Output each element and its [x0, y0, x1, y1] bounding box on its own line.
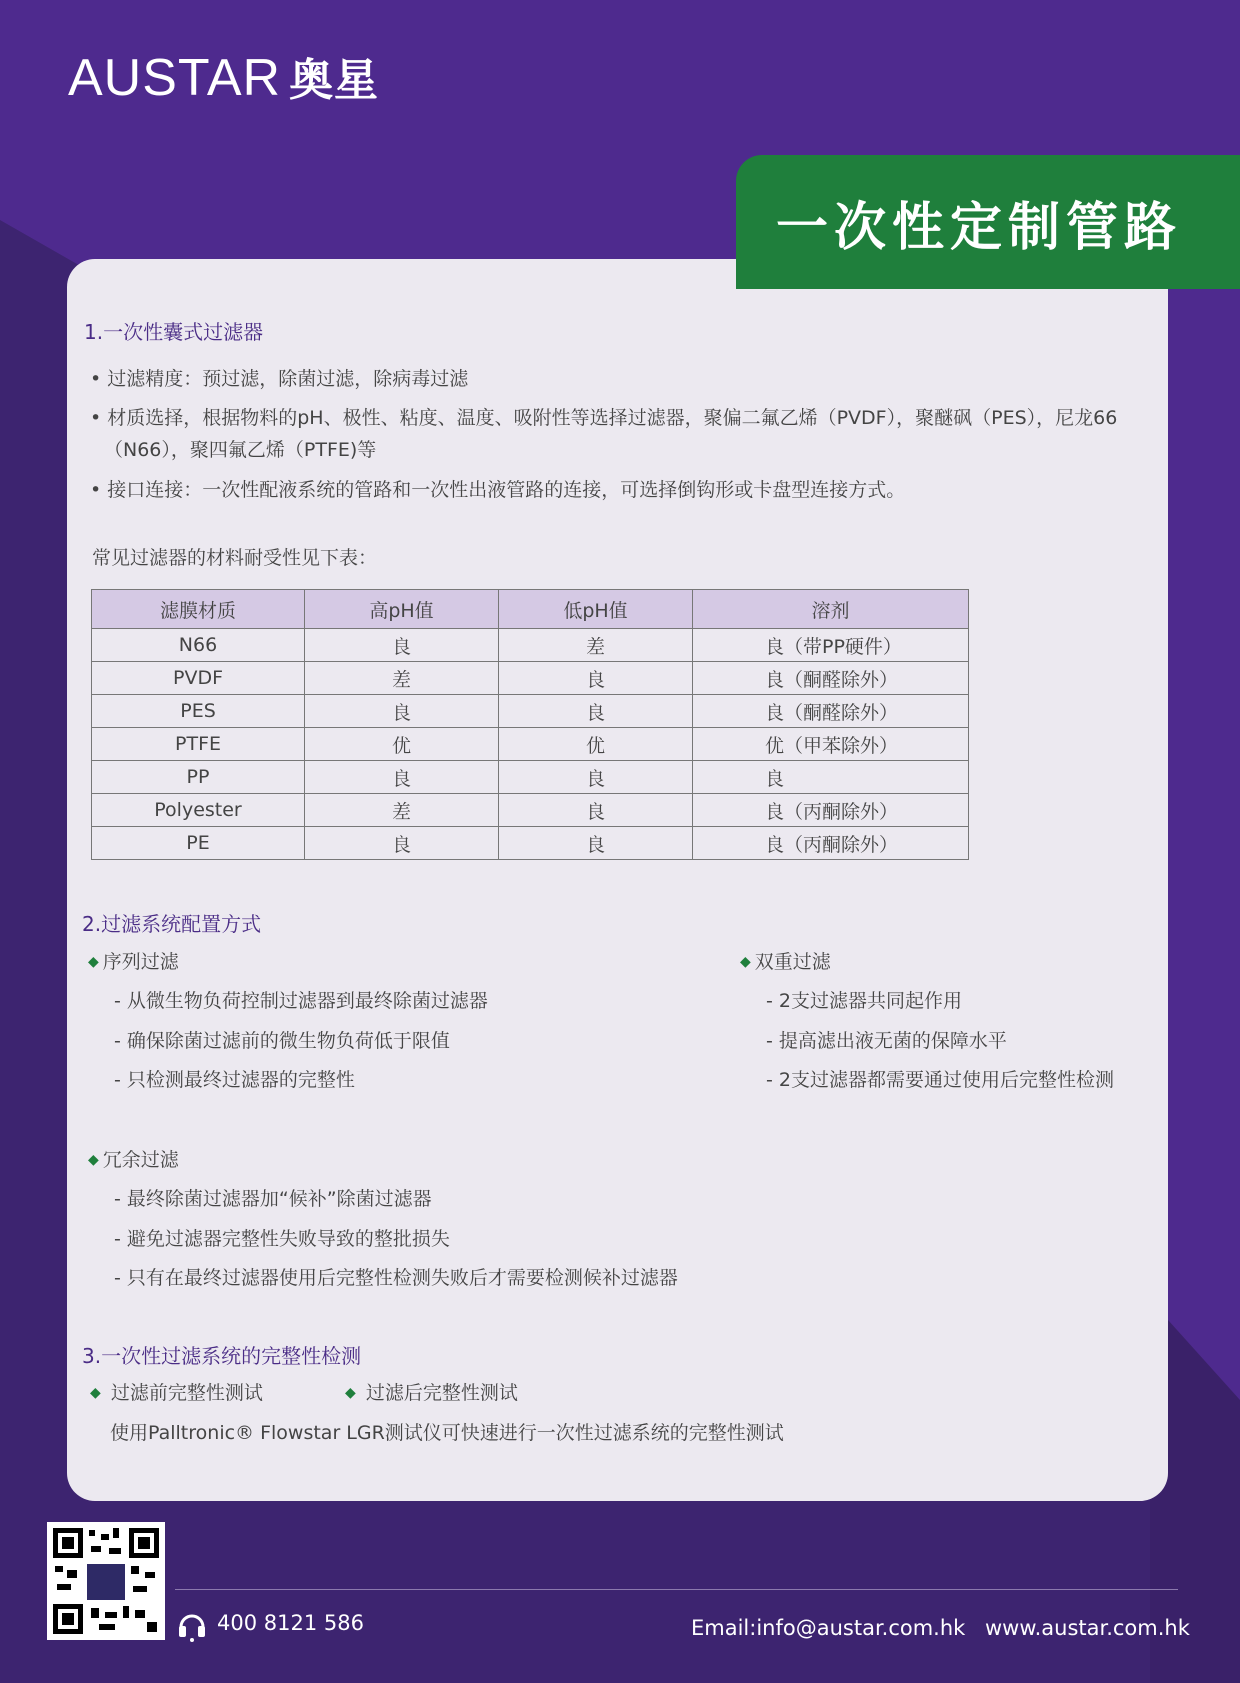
bullet-connection: • 接口连接：一次性配液系统的管路和一次性出液管路的连接，可选择倒钩形或卡盘型连接方式。 [90, 479, 906, 501]
table-row [92, 794, 969, 827]
bullet-material-cont: （N66），聚四氟乙烯（PTFE)等 [104, 439, 377, 461]
qr-code [47, 1522, 165, 1640]
qr-code-graphic [47, 1522, 165, 1640]
table-cell: 良 [499, 827, 693, 860]
dual-item: - 提高滤出液无菌的保障水平 [766, 1030, 1007, 1052]
table-row [92, 728, 969, 761]
table-header-row [92, 590, 969, 629]
section1-heading: 1.一次性囊式过滤器 [84, 320, 264, 344]
page-title: 一次性定制管路 [736, 155, 1240, 289]
section2-heading: 2.过滤系统配置方式 [82, 912, 262, 936]
table-header: 高pH值 [305, 590, 499, 629]
table-cell: 良 [305, 629, 499, 662]
table-intro: 常见过滤器的材料耐受性见下表： [92, 547, 378, 569]
serial-item: - 从微生物负荷控制过滤器到最终除菌过滤器 [114, 990, 488, 1012]
post-test-text: 过滤后完整性测试 [365, 1382, 518, 1404]
table-cell: PES [92, 695, 305, 728]
diamond-bullet-icon: ◆ [88, 954, 99, 970]
table-cell: 良（带PP硬件） [693, 629, 969, 662]
dual-item: - 2支过滤器都需要通过使用后完整性检测 [766, 1069, 1114, 1091]
bullet-precision: • 过滤精度：预过滤，除菌过滤，除病毒过滤 [90, 368, 469, 390]
table-cell: PTFE [92, 728, 305, 761]
dual-title [740, 947, 831, 979]
table-cell: Polyester [92, 794, 305, 827]
table-cell: 良 [305, 761, 499, 794]
table-header: 滤膜材质 [92, 590, 305, 629]
post-filtration-test [345, 1378, 518, 1410]
table-cell: 良 [305, 827, 499, 860]
pre-filtration-test [90, 1378, 263, 1410]
pre-test-text: 过滤前完整性测试 [110, 1382, 263, 1404]
table-cell: 良（酮醛除外） [693, 662, 969, 695]
footer-divider [175, 1589, 1178, 1590]
table-row [92, 827, 969, 860]
table-cell: 良 [499, 662, 693, 695]
redundant-title [88, 1145, 179, 1177]
brand-name: AUSTAR [68, 49, 282, 107]
dual-item: - 2支过滤器共同起作用 [766, 990, 962, 1012]
redundant-item: - 避免过滤器完整性失败导致的整批损失 [114, 1228, 450, 1250]
section3-heading: 3.一次性过滤系统的完整性检测 [82, 1344, 362, 1368]
table-cell: 良 [499, 794, 693, 827]
redundant-title-text: 冗余过滤 [102, 1149, 179, 1171]
table-cell: 良 [499, 761, 693, 794]
table-cell: 优 [499, 728, 693, 761]
table-row [92, 629, 969, 662]
website-link[interactable]: www.austar.com.hk [985, 1616, 1190, 1640]
material-table [91, 589, 969, 860]
redundant-item: - 最终除菌过滤器加“候补”除菌过滤器 [114, 1188, 432, 1210]
table-row [92, 662, 969, 695]
brand-logo [68, 44, 379, 108]
serial-item: - 确保除菌过滤前的微生物负荷低于限值 [114, 1030, 450, 1052]
table-cell: 差 [499, 629, 693, 662]
table-cell: 良 [305, 695, 499, 728]
dual-title-text: 双重过滤 [754, 951, 831, 973]
table-cell: PE [92, 827, 305, 860]
table-cell: 优（甲苯除外） [693, 728, 969, 761]
table-cell: PVDF [92, 662, 305, 695]
table-cell: 差 [305, 794, 499, 827]
table-cell: 优 [305, 728, 499, 761]
table-row [92, 761, 969, 794]
headset-icon [177, 1609, 207, 1643]
serial-title-text: 序列过滤 [102, 951, 179, 973]
table-cell: 良（酮醛除外） [693, 695, 969, 728]
bullet-material: • 材质选择，根据物料的pH、极性、粘度、温度、吸附性等选择过滤器，聚偏二氟乙烯（PVDF），聚醚砜（PES），尼龙66 [90, 407, 1118, 429]
table-cell: N66 [92, 629, 305, 662]
table-cell: 良 [693, 761, 969, 794]
diamond-bullet-icon: ◆ [90, 1385, 101, 1401]
email-link[interactable]: Email:info@austar.com.hk [691, 1616, 966, 1640]
table-cell: 良（丙酮除外） [693, 827, 969, 860]
serial-item: - 只检测最终过滤器的完整性 [114, 1069, 355, 1091]
table-cell: 良 [499, 695, 693, 728]
phone-number[interactable]: 400 8121 586 [217, 1611, 364, 1635]
table-cell: 良（丙酮除外） [693, 794, 969, 827]
brand-name-cn: 奥星 [289, 55, 380, 106]
table-cell: 差 [305, 662, 499, 695]
table-header: 溶剂 [693, 590, 969, 629]
integrity-note: 使用Palltronic® Flowstar LGR测试仪可快速进行一次性过滤系统的完整性测试 [110, 1422, 784, 1444]
diamond-bullet-icon: ◆ [88, 1152, 99, 1168]
diamond-bullet-icon: ◆ [345, 1385, 356, 1401]
table-cell: PP [92, 761, 305, 794]
table-header: 低pH值 [499, 590, 693, 629]
diamond-bullet-icon: ◆ [740, 954, 751, 970]
table-row [92, 695, 969, 728]
redundant-item: - 只有在最终过滤器使用后完整性检测失败后才需要检测候补过滤器 [114, 1267, 678, 1289]
serial-title [88, 947, 179, 979]
